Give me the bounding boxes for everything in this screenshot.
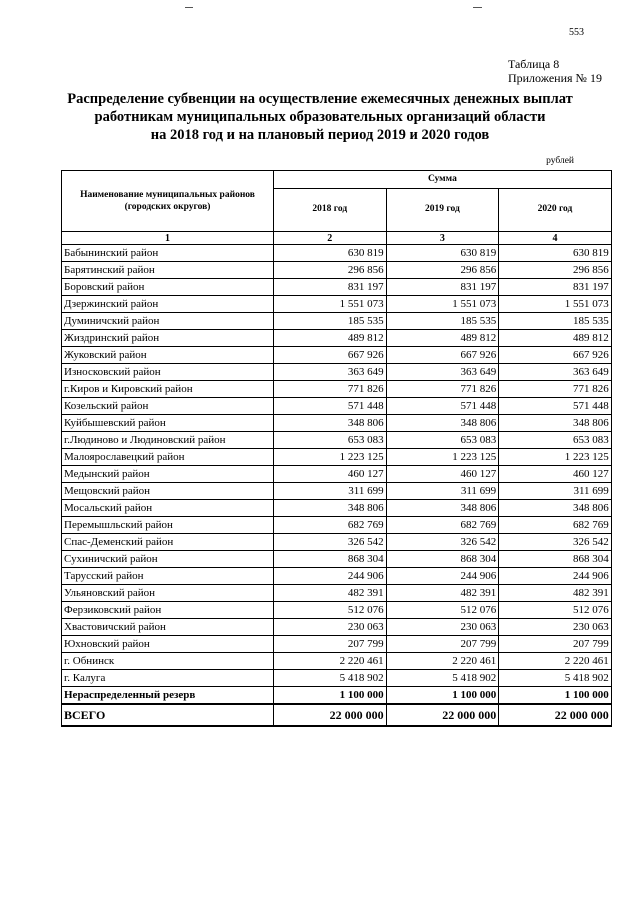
distribution-table	[61, 170, 612, 727]
amount-2018: 22 000 000	[274, 704, 387, 726]
header-year-2019: 2019 год	[386, 188, 499, 231]
district-name: Бабынинский район	[62, 245, 274, 262]
amount-2020: 682 769	[499, 517, 612, 534]
district-name: Барятинский район	[62, 262, 274, 279]
amount-2019: 363 649	[386, 364, 499, 381]
table-row	[62, 585, 612, 602]
amount-2020: 489 812	[499, 330, 612, 347]
amount-2019: 244 906	[386, 568, 499, 585]
title-line-3: на 2018 год и на плановый период 2019 и 2020 годов	[150, 127, 490, 143]
table-row	[62, 449, 612, 466]
district-name: Хвастовичский район	[62, 619, 274, 636]
amount-2019: 653 083	[386, 432, 499, 449]
amount-2018: 348 806	[274, 500, 387, 517]
amount-2020: 296 856	[499, 262, 612, 279]
amount-2020: 1 100 000	[499, 687, 612, 705]
amount-2019: 1 551 073	[386, 296, 499, 313]
amount-2018: 296 856	[274, 262, 387, 279]
amount-2020: 326 542	[499, 534, 612, 551]
amount-2020: 1 223 125	[499, 449, 612, 466]
table-row	[62, 245, 612, 262]
amount-2019: 667 926	[386, 347, 499, 364]
district-name: Думиничский район	[62, 313, 274, 330]
title-line-1: Распределение субвенции на осуществление ежемесячных денежных выплат	[67, 91, 573, 107]
amount-2020: 831 197	[499, 279, 612, 296]
title-line-2: работникам муниципальных образовательных организаций области	[94, 109, 546, 125]
amount-2019: 489 812	[386, 330, 499, 347]
caption-table-number: Таблица 8	[507, 57, 560, 71]
amount-2018: 460 127	[274, 466, 387, 483]
amount-2020: 512 076	[499, 602, 612, 619]
page-number: 553	[569, 27, 584, 38]
amount-2020: 185 535	[499, 313, 612, 330]
amount-2020: 348 806	[499, 415, 612, 432]
district-name: Куйбышевский район	[62, 415, 274, 432]
caption-appendix: Приложения № 19	[507, 71, 602, 85]
column-number: 4	[499, 232, 612, 245]
table-row	[62, 619, 612, 636]
table-row	[62, 279, 612, 296]
amount-2018: 489 812	[274, 330, 387, 347]
table-row	[62, 704, 612, 726]
district-name: Жиздринский район	[62, 330, 274, 347]
amount-2018: 571 448	[274, 398, 387, 415]
table-row	[62, 466, 612, 483]
table-row	[62, 296, 612, 313]
amount-2020: 363 649	[499, 364, 612, 381]
amount-2020: 244 906	[499, 568, 612, 585]
column-number: 3	[386, 232, 499, 245]
district-name: Дзержинский район	[62, 296, 274, 313]
amount-2019: 5 418 902	[386, 670, 499, 687]
amount-2018: 512 076	[274, 602, 387, 619]
amount-2018: 244 906	[274, 568, 387, 585]
amount-2018: 1 551 073	[274, 296, 387, 313]
table-row	[62, 347, 612, 364]
amount-2020: 482 391	[499, 585, 612, 602]
amount-2019: 22 000 000	[386, 704, 499, 726]
amount-2019: 296 856	[386, 262, 499, 279]
amount-2018: 682 769	[274, 517, 387, 534]
table-row	[62, 313, 612, 330]
table-row	[62, 330, 612, 347]
amount-2020: 460 127	[499, 466, 612, 483]
amount-2018: 348 806	[274, 415, 387, 432]
amount-2019: 1 223 125	[386, 449, 499, 466]
column-number: 2	[274, 232, 387, 245]
amount-2020: 348 806	[499, 500, 612, 517]
amount-2019: 868 304	[386, 551, 499, 568]
table-row	[62, 381, 612, 398]
district-name: Нераспределенный резерв	[62, 687, 274, 705]
amount-2020: 667 926	[499, 347, 612, 364]
table-row	[62, 415, 612, 432]
table-row	[62, 534, 612, 551]
table-row	[62, 262, 612, 279]
amount-2019: 207 799	[386, 636, 499, 653]
amount-2018: 1 100 000	[274, 687, 387, 705]
district-name: Ульяновский район	[62, 585, 274, 602]
amount-2019: 682 769	[386, 517, 499, 534]
amount-2018: 2 220 461	[274, 653, 387, 670]
amount-2019: 348 806	[386, 500, 499, 517]
district-name: ВСЕГО	[62, 704, 274, 726]
scan-mark-left	[185, 7, 193, 8]
column-number: 1	[62, 232, 274, 245]
unit-label: рублей	[546, 156, 574, 166]
header-year-2018: 2018 год	[274, 188, 387, 231]
table-row	[62, 568, 612, 585]
amount-2019: 771 826	[386, 381, 499, 398]
header-year-2020: 2020 год	[499, 188, 612, 231]
district-name: Мещовский район	[62, 483, 274, 500]
amount-2018: 185 535	[274, 313, 387, 330]
header-name: Наименование муниципальных районов (городских округов)	[62, 171, 274, 232]
amount-2020: 22 000 000	[499, 704, 612, 726]
amount-2020: 630 819	[499, 245, 612, 262]
amount-2019: 2 220 461	[386, 653, 499, 670]
amount-2018: 868 304	[274, 551, 387, 568]
amount-2020: 653 083	[499, 432, 612, 449]
amount-2019: 1 100 000	[386, 687, 499, 705]
amount-2019: 460 127	[386, 466, 499, 483]
table-row	[62, 653, 612, 670]
amount-2019: 571 448	[386, 398, 499, 415]
table-row	[62, 483, 612, 500]
amount-2018: 667 926	[274, 347, 387, 364]
amount-2019: 311 699	[386, 483, 499, 500]
district-name: Ферзиковский район	[62, 602, 274, 619]
amount-2020: 868 304	[499, 551, 612, 568]
district-name: Спас-Деменский район	[62, 534, 274, 551]
district-name: Мосальский район	[62, 500, 274, 517]
amount-2020: 230 063	[499, 619, 612, 636]
table-row	[62, 364, 612, 381]
scan-mark-right	[473, 7, 482, 8]
table-row	[62, 687, 612, 705]
district-name: Козельский район	[62, 398, 274, 415]
table-row	[62, 602, 612, 619]
amount-2020: 311 699	[499, 483, 612, 500]
district-name: г.Киров и Кировский район	[62, 381, 274, 398]
table-row	[62, 551, 612, 568]
table-row	[62, 500, 612, 517]
amount-2018: 311 699	[274, 483, 387, 500]
header-sum: Сумма	[274, 171, 612, 189]
table-row	[62, 517, 612, 534]
amount-2020: 771 826	[499, 381, 612, 398]
district-name: Сухиничский район	[62, 551, 274, 568]
amount-2018: 630 819	[274, 245, 387, 262]
district-name: Перемышльский район	[62, 517, 274, 534]
amount-2020: 5 418 902	[499, 670, 612, 687]
amount-2018: 482 391	[274, 585, 387, 602]
amount-2019: 831 197	[386, 279, 499, 296]
district-name: г. Калуга	[62, 670, 274, 687]
amount-2019: 630 819	[386, 245, 499, 262]
district-name: Жуковский район	[62, 347, 274, 364]
district-name: Тарусский район	[62, 568, 274, 585]
amount-2020: 207 799	[499, 636, 612, 653]
amount-2019: 230 063	[386, 619, 499, 636]
district-name: Юхновский район	[62, 636, 274, 653]
table-row	[62, 398, 612, 415]
amount-2019: 326 542	[386, 534, 499, 551]
amount-2018: 363 649	[274, 364, 387, 381]
amount-2020: 2 220 461	[499, 653, 612, 670]
table-caption	[508, 57, 602, 85]
amount-2018: 1 223 125	[274, 449, 387, 466]
amount-2018: 326 542	[274, 534, 387, 551]
amount-2018: 771 826	[274, 381, 387, 398]
amount-2018: 230 063	[274, 619, 387, 636]
amount-2019: 512 076	[386, 602, 499, 619]
table-row	[62, 670, 612, 687]
table-row	[62, 432, 612, 449]
amount-2018: 207 799	[274, 636, 387, 653]
district-name: г.Людиново и Людиновский район	[62, 432, 274, 449]
amount-2019: 348 806	[386, 415, 499, 432]
amount-2018: 653 083	[274, 432, 387, 449]
amount-2019: 482 391	[386, 585, 499, 602]
amount-2020: 1 551 073	[499, 296, 612, 313]
amount-2020: 571 448	[499, 398, 612, 415]
amount-2019: 185 535	[386, 313, 499, 330]
document-title	[0, 90, 640, 144]
amount-2018: 5 418 902	[274, 670, 387, 687]
district-name: Боровский район	[62, 279, 274, 296]
district-name: Медынский район	[62, 466, 274, 483]
table-row	[62, 636, 612, 653]
district-name: Малоярославецкий район	[62, 449, 274, 466]
district-name: Износковский район	[62, 364, 274, 381]
amount-2018: 831 197	[274, 279, 387, 296]
district-name: г. Обнинск	[62, 653, 274, 670]
